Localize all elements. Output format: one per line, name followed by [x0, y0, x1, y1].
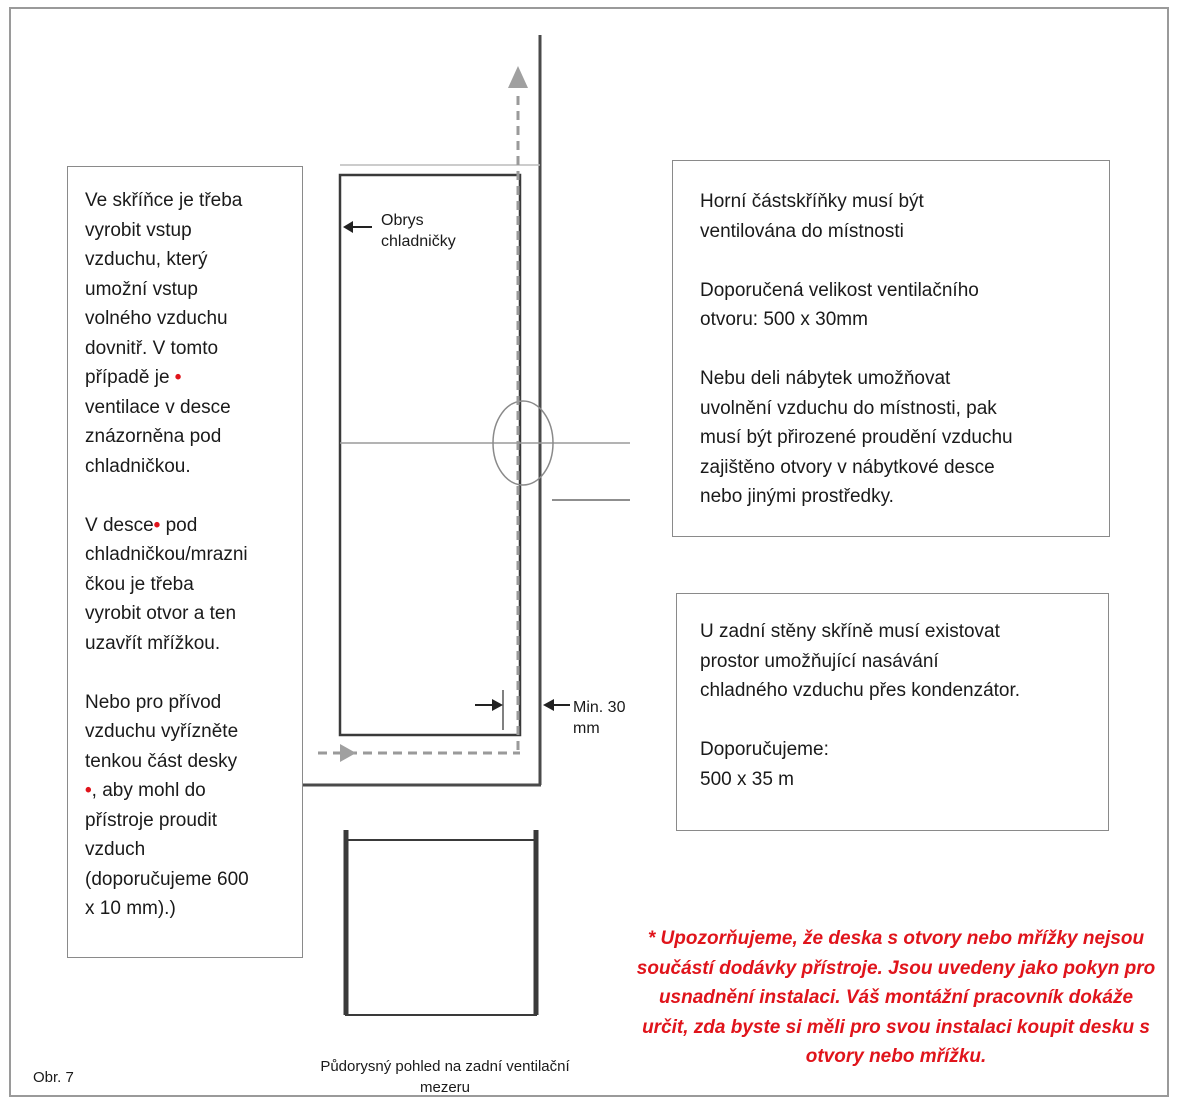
airflow-arrow-up [508, 66, 528, 88]
plan-view-caption: Půdorysný pohled na zadní ventilační mezeru [320, 1058, 570, 1096]
red-marker: • [174, 367, 182, 388]
red-marker: • [85, 780, 92, 801]
left-paragraph-2-start: V desce [85, 514, 154, 536]
top-ventilation-text: Horní částskříňky musí být ventilována do místnosti Doporučená velikost ventilačního otvoru: 500 x 30mm Nebu deli nábytek umožňovat uvolnění vzduchu do místnosti, pak musí být přirozené proudění vzduchu zajištěno otvory v nábytkové desce nebo jinými prostředky. [700, 191, 1013, 507]
airflow-arrow-in [340, 744, 356, 762]
fridge-outline [340, 175, 520, 735]
left-paragraph-1: Ve skříňce je třeba vyrobit vstup vzduchu, který umožní vstup volného vzduchu dovnitř. V tomto případě je [85, 190, 243, 388]
left-paragraph-1-end: ventilace v desce znázorněna pod chladničkou. [85, 396, 231, 477]
min-gap-label: Min. 30 mm [573, 699, 626, 737]
outline-arrowhead [343, 221, 353, 233]
outline-label: Obrys chladničky [381, 212, 456, 250]
gap-arrowhead-left [492, 699, 503, 711]
warning-note: * Upozorňujeme, že deska s otvory nebo mřížky nejsou součástí dodávky přístroje. Jsou uvedeny jako pokyn pro usnadnění instalaci. Váš montážní pracovník dokáže určit, zda byste si měli pro svou instalaci koupit desku s otvory nebo mřížku. [636, 928, 1156, 1067]
gap-arrowhead-right [543, 699, 554, 711]
figure-label: Obr. 7 [33, 1069, 74, 1086]
rear-gap-text: U zadní stěny skříně musí existovat prostor umožňující nasávání chladného vzduchu přes kondenzátor. Doporučujeme: 500 x 35 m [700, 621, 1021, 790]
left-paragraph-2-rest: pod chladničkou/mrazni čkou je třeba vyrobit otvor a ten uzavřít mřížkou. [85, 514, 248, 654]
left-instruction-text [85, 186, 295, 924]
plan-view-outline [346, 840, 536, 1015]
left-paragraph-3-start: Nebo pro přívod vzduchu vyřízněte tenkou část desky [85, 691, 239, 772]
left-paragraph-3-rest: , aby mohl do přístroje proudit vzduch (doporučujeme 600 x 10 mm).) [85, 780, 249, 919]
red-marker: • [153, 514, 161, 536]
